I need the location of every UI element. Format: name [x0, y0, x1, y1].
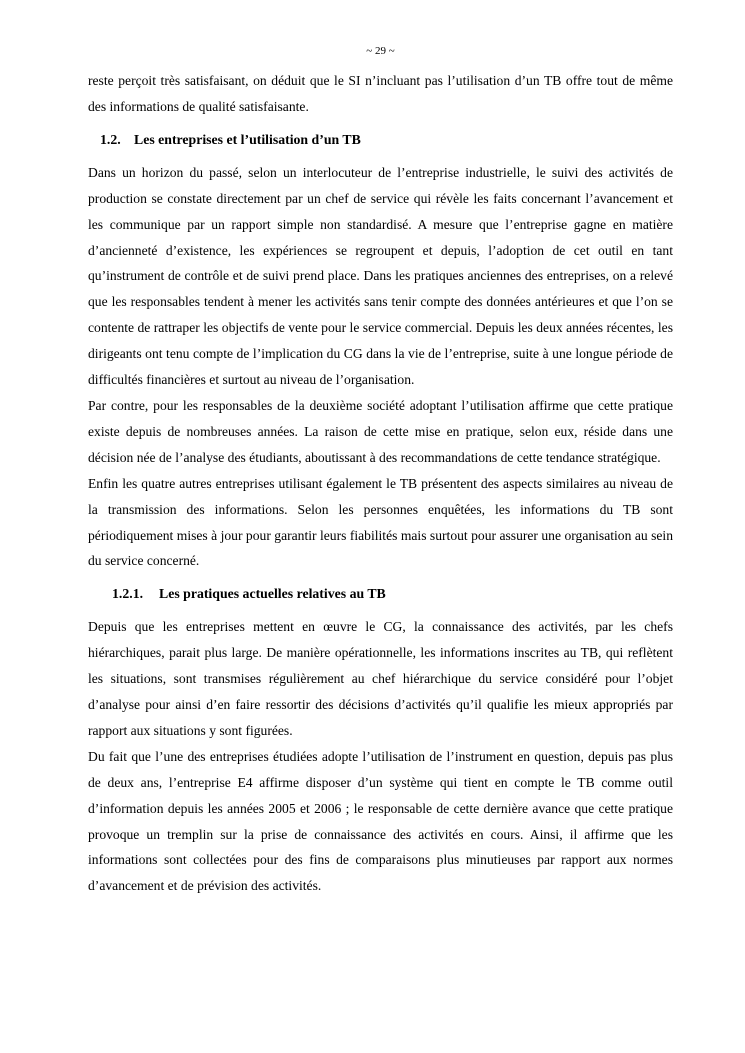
page-number: ~ 29 ~	[366, 45, 395, 57]
section-number: 1.2.	[100, 131, 121, 147]
paragraph-2: Dans un horizon du passé, selon un interlocuteur de l’entreprise industrielle, le suivi des activités de production se constate directement par un chef de service qui révèle les faits concernant l’avancement et les communique par un rapport simple non standardisé. A mesure que l’entreprise gagne en matière d’ancienneté d’existence, les expériences se regroupent et depuis, l’adoption de cet outil en tant qu’instrument de contrôle et de suivi prend place. Dans les pratiques anciennes des entreprises, on a relevé que les responsables tendent à mener les activités sans tenir compte des données antérieures et que l’on se contente de rattraper les objectifs de vente pour le service commercial. Depuis les deux années récentes, les dirigeants ont tenu compte de l’implication du CG dans la vie de l’entreprise, suite à une longue période de difficultés financières et surtout au niveau de l’organisation.	[88, 164, 673, 388]
section-heading-1-2-1	[88, 582, 673, 606]
paragraph-4: Enfin les quatre autres entreprises utilisant également le TB présentent des aspects similaires au niveau de la transmission des informations. Selon les personnes enquêtées, les informations du TB sont périodiquement mises à jour pour garantir leurs fiabilités mais surtout pour assurer une organisation au sein du service concerné.	[88, 475, 673, 569]
section-heading-1-2	[88, 128, 673, 152]
subsection-title: Les pratiques actuelles relatives au TB	[159, 586, 386, 602]
subsection-number: 1.2.1.	[112, 586, 144, 602]
paragraph-5: Depuis que les entreprises mettent en œuvre le CG, la connaissance des activités, par les chefs hiérarchiques, parait plus large. De manière opérationnelle, les informations inscrites au TB, qui reflètent les situations, sont transmises régulièrement au chef hiérarchique du service considéré pour l’objet d’analyse pour ainsi d’en faire ressortir des décisions d’activités qu’il qualifie les mieux appropriés par rapport aux situations y sont figurées.	[88, 619, 673, 738]
paragraph-6: Du fait que l’une des entreprises étudiées adopte l’utilisation de l’instrument en question, depuis pas plus de deux ans, l’entreprise E4 affirme disposer d’un système qui tient en compte le TB comme outil d’information depuis les années 2005 et 2006 ; le responsable de cette dernière avance que cette pratique provoque un tremplin sur la prise de connaissance des activités en cours. Ainsi, il affirme que les informations sont collectées pour des fins de comparaisons plus minutieuses par rapport aux normes d’avancement et de prévision des activités.	[88, 748, 673, 894]
paragraph-1: reste perçoit très satisfaisant, on déduit que le SI n’incluant pas l’utilisation d’un TB offre tout de même des informations de qualité satisfaisante.	[88, 73, 673, 114]
paragraph-3: Par contre, pour les responsables de la deuxième société adoptant l’utilisation affirme que cette pratique existe depuis de nombreuses années. La raison de cette mise en pratique, selon eux, réside dans une décision née de l’analyse des étudiants, aboutissant à des recommandations de cette tendance stratégique.	[88, 397, 673, 465]
section-title: Les entreprises et l’utilisation d’un TB	[134, 131, 361, 147]
